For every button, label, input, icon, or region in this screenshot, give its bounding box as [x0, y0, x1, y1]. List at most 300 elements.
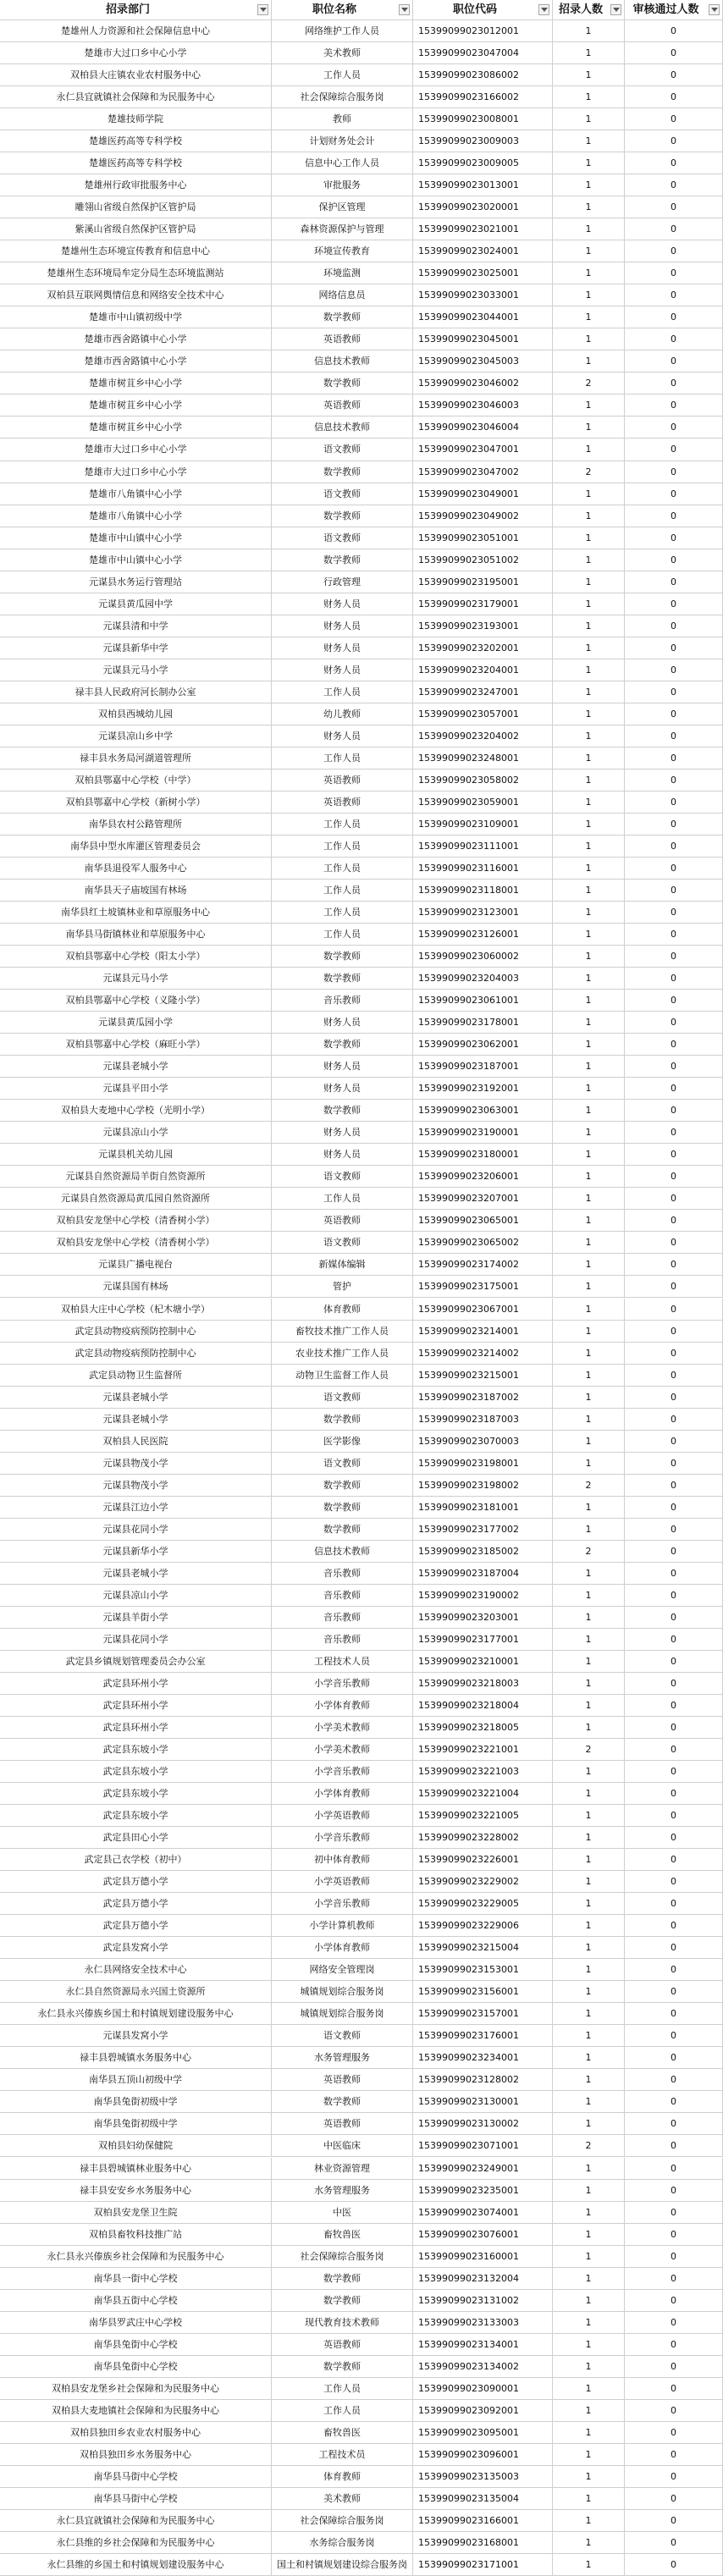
- cell-department[interactable]: 永仁县维的乡国土和村镇规划建设服务中心: [0, 2554, 272, 2576]
- cell-approved[interactable]: 0: [625, 1607, 723, 1629]
- cell-approved[interactable]: 0: [625, 1915, 723, 1937]
- cell-approved[interactable]: 0: [625, 2047, 723, 2069]
- cell-code[interactable]: 15399099023190001: [413, 1122, 553, 1144]
- cell-approved[interactable]: 0: [625, 2268, 723, 2290]
- cell-approved[interactable]: 0: [625, 1761, 723, 1783]
- cell-code[interactable]: 15399099023221003: [413, 1761, 553, 1783]
- cell-quota[interactable]: 1: [553, 880, 625, 902]
- cell-department[interactable]: 元谋县平田小学: [0, 1078, 272, 1100]
- cell-position[interactable]: 中医临床: [272, 2135, 413, 2157]
- cell-department[interactable]: 南华县五顶山初级中学: [0, 2069, 272, 2091]
- cell-position[interactable]: 财务人员: [272, 1012, 413, 1034]
- cell-code[interactable]: 15399099023067001: [413, 1299, 553, 1321]
- cell-code[interactable]: 15399099023198001: [413, 1453, 553, 1475]
- cell-position[interactable]: 音乐教师: [272, 1585, 413, 1607]
- cell-department[interactable]: 双柏县大麦地中心学校（光明小学）: [0, 1100, 272, 1122]
- cell-department[interactable]: 元谋县老城小学: [0, 1563, 272, 1585]
- cell-position[interactable]: 幼儿教师: [272, 703, 413, 725]
- cell-department[interactable]: 武定县东坡小学: [0, 1783, 272, 1805]
- cell-department[interactable]: 元谋县新华小学: [0, 1541, 272, 1563]
- cell-position[interactable]: 语文教师: [272, 1232, 413, 1254]
- cell-code[interactable]: 15399099023218005: [413, 1717, 553, 1739]
- cell-department[interactable]: 武定县己衣学校（初中）: [0, 1849, 272, 1871]
- cell-code[interactable]: 15399099023206001: [413, 1166, 553, 1188]
- cell-department[interactable]: 元谋县发窝小学: [0, 2025, 272, 2047]
- cell-code[interactable]: 15399099023074001: [413, 2202, 553, 2224]
- cell-quota[interactable]: 1: [553, 1365, 625, 1387]
- cell-department[interactable]: 双柏县鄂嘉中心学校（麻旺小学）: [0, 1034, 272, 1056]
- cell-approved[interactable]: 0: [625, 439, 723, 461]
- cell-position[interactable]: 财务人员: [272, 659, 413, 681]
- cell-quota[interactable]: 1: [553, 2554, 625, 2576]
- cell-approved[interactable]: 0: [625, 1365, 723, 1387]
- cell-quota[interactable]: 1: [553, 2334, 625, 2356]
- cell-department[interactable]: 元谋县老城小学: [0, 1387, 272, 1409]
- cell-department[interactable]: 南华县马街镇林业和草原服务中心: [0, 924, 272, 946]
- cell-position[interactable]: 体育教师: [272, 2466, 413, 2488]
- cell-approved[interactable]: 0: [625, 2224, 723, 2246]
- cell-code[interactable]: 15399099023247001: [413, 681, 553, 703]
- cell-quota[interactable]: 1: [553, 108, 625, 130]
- cell-approved[interactable]: 0: [625, 2378, 723, 2400]
- cell-code[interactable]: 15399099023047001: [413, 439, 553, 461]
- cell-approved[interactable]: 0: [625, 2180, 723, 2202]
- cell-department[interactable]: 南华县兔街中心学校: [0, 2334, 272, 2356]
- cell-code[interactable]: 15399099023134001: [413, 2334, 553, 2356]
- cell-code[interactable]: 15399099023076001: [413, 2224, 553, 2246]
- cell-code[interactable]: 15399099023215004: [413, 1937, 553, 1959]
- cell-department[interactable]: 楚雄市中山镇中心小学: [0, 549, 272, 571]
- cell-approved[interactable]: 0: [625, 306, 723, 328]
- cell-quota[interactable]: 1: [553, 416, 625, 439]
- cell-code[interactable]: 15399099023221004: [413, 1783, 553, 1805]
- cell-quota[interactable]: 1: [553, 1056, 625, 1078]
- cell-approved[interactable]: 0: [625, 1783, 723, 1805]
- cell-code[interactable]: 15399099023086002: [413, 64, 553, 86]
- cell-department[interactable]: 永仁县维的乡社会保障和为民服务中心: [0, 2532, 272, 2554]
- cell-position[interactable]: 新媒体编辑: [272, 1254, 413, 1276]
- cell-approved[interactable]: 0: [625, 1673, 723, 1695]
- cell-code[interactable]: 15399099023051001: [413, 527, 553, 549]
- cell-approved[interactable]: 0: [625, 2356, 723, 2378]
- cell-approved[interactable]: 0: [625, 681, 723, 703]
- cell-position[interactable]: 语文教师: [272, 1387, 413, 1409]
- cell-code[interactable]: 15399099023175001: [413, 1276, 553, 1298]
- cell-quota[interactable]: 1: [553, 350, 625, 372]
- cell-position[interactable]: 财务人员: [272, 637, 413, 659]
- cell-department[interactable]: 元谋县花同小学: [0, 1519, 272, 1541]
- cell-code[interactable]: 15399099023153001: [413, 1959, 553, 1981]
- cell-approved[interactable]: 0: [625, 571, 723, 593]
- cell-quota[interactable]: 2: [553, 461, 625, 483]
- cell-quota[interactable]: 1: [553, 1078, 625, 1100]
- cell-code[interactable]: 15399099023204001: [413, 659, 553, 681]
- cell-approved[interactable]: 0: [625, 2025, 723, 2047]
- cell-department[interactable]: 元谋县机关幼儿园: [0, 1144, 272, 1166]
- cell-position[interactable]: 工作人员: [272, 747, 413, 769]
- cell-department[interactable]: 楚雄市树苴乡中心小学: [0, 372, 272, 394]
- cell-quota[interactable]: 1: [553, 1343, 625, 1365]
- cell-position[interactable]: 工作人员: [272, 681, 413, 703]
- cell-quota[interactable]: 1: [553, 196, 625, 218]
- cell-position[interactable]: 语文教师: [272, 527, 413, 549]
- cell-approved[interactable]: 0: [625, 902, 723, 924]
- cell-position[interactable]: 信息技术教师: [272, 350, 413, 372]
- cell-quota[interactable]: 2: [553, 1541, 625, 1563]
- cell-position[interactable]: 音乐教师: [272, 1607, 413, 1629]
- cell-quota[interactable]: 1: [553, 2025, 625, 2047]
- cell-code[interactable]: 15399099023062001: [413, 1034, 553, 1056]
- cell-code[interactable]: 15399099023045003: [413, 350, 553, 372]
- cell-approved[interactable]: 0: [625, 1078, 723, 1100]
- cell-position[interactable]: 数学教师: [272, 1409, 413, 1431]
- cell-code[interactable]: 15399099023065002: [413, 1232, 553, 1254]
- cell-department[interactable]: 双柏县鄂嘉中心学校（阳太小学）: [0, 946, 272, 968]
- cell-code[interactable]: 15399099023180001: [413, 1144, 553, 1166]
- cell-approved[interactable]: 0: [625, 1475, 723, 1497]
- cell-code[interactable]: 15399099023214001: [413, 1321, 553, 1343]
- cell-code[interactable]: 15399099023234001: [413, 2047, 553, 2069]
- cell-department[interactable]: 紫溪山省级自然保护区管护局: [0, 218, 272, 240]
- cell-code[interactable]: 15399099023179001: [413, 593, 553, 615]
- cell-approved[interactable]: 0: [625, 527, 723, 549]
- cell-approved[interactable]: 0: [625, 416, 723, 439]
- cell-position[interactable]: 水务综合服务岗: [272, 2532, 413, 2554]
- cell-approved[interactable]: 0: [625, 2334, 723, 2356]
- cell-department[interactable]: 南华县罗武庄中心学校: [0, 2312, 272, 2334]
- cell-approved[interactable]: 0: [625, 1739, 723, 1761]
- cell-position[interactable]: 数学教师: [272, 946, 413, 968]
- cell-approved[interactable]: 0: [625, 42, 723, 64]
- cell-department[interactable]: 元谋县物茂小学: [0, 1453, 272, 1475]
- cell-quota[interactable]: 1: [553, 1144, 625, 1166]
- cell-quota[interactable]: 1: [553, 549, 625, 571]
- cell-code[interactable]: 15399099023044001: [413, 306, 553, 328]
- cell-position[interactable]: 社会保障综合服务岗: [272, 2510, 413, 2532]
- cell-approved[interactable]: 0: [625, 1695, 723, 1717]
- cell-approved[interactable]: 0: [625, 1166, 723, 1188]
- cell-department[interactable]: 武定县乡镇规划管理委员会办公室: [0, 1651, 272, 1673]
- cell-quota[interactable]: 1: [553, 2532, 625, 2554]
- cell-quota[interactable]: 1: [553, 262, 625, 284]
- cell-position[interactable]: 数学教师: [272, 1519, 413, 1541]
- cell-approved[interactable]: 0: [625, 1871, 723, 1893]
- cell-position[interactable]: 动物卫生监督工作人员: [272, 1365, 413, 1387]
- cell-department[interactable]: 楚雄市大过口乡中心小学: [0, 461, 272, 483]
- cell-quota[interactable]: 1: [553, 1783, 625, 1805]
- cell-department[interactable]: 永仁县永兴傣族乡国土和村镇规划建设服务中心: [0, 2003, 272, 2025]
- cell-code[interactable]: 15399099023174002: [413, 1254, 553, 1276]
- cell-quota[interactable]: 1: [553, 1453, 625, 1475]
- cell-code[interactable]: 15399099023025001: [413, 262, 553, 284]
- cell-department[interactable]: 元谋县元马小学: [0, 968, 272, 990]
- cell-position[interactable]: 语文教师: [272, 1453, 413, 1475]
- cell-position[interactable]: 音乐教师: [272, 1563, 413, 1585]
- cell-department[interactable]: 武定县环州小学: [0, 1717, 272, 1739]
- cell-position[interactable]: 社会保障综合服务岗: [272, 86, 413, 108]
- cell-department[interactable]: 楚雄市树苴乡中心小学: [0, 394, 272, 416]
- cell-code[interactable]: 15399099023235001: [413, 2180, 553, 2202]
- cell-position[interactable]: 美术教师: [272, 42, 413, 64]
- cell-approved[interactable]: 0: [625, 1100, 723, 1122]
- cell-position[interactable]: 初中体育教师: [272, 1849, 413, 1871]
- cell-department[interactable]: 武定县动物疫病预防控制中心: [0, 1343, 272, 1365]
- cell-code[interactable]: 15399099023218003: [413, 1673, 553, 1695]
- cell-quota[interactable]: 1: [553, 2224, 625, 2246]
- cell-quota[interactable]: 1: [553, 2202, 625, 2224]
- cell-code[interactable]: 15399099023198002: [413, 1475, 553, 1497]
- cell-department[interactable]: 永仁县自然资源局永兴国土资源所: [0, 1981, 272, 2003]
- cell-quota[interactable]: 1: [553, 483, 625, 505]
- cell-quota[interactable]: 1: [553, 42, 625, 64]
- cell-quota[interactable]: 1: [553, 1321, 625, 1343]
- cell-department[interactable]: 南华县天子庙坡国有林场: [0, 880, 272, 902]
- cell-position[interactable]: 工作人员: [272, 2400, 413, 2422]
- cell-code[interactable]: 15399099023166001: [413, 2510, 553, 2532]
- cell-position[interactable]: 工作人员: [272, 2378, 413, 2400]
- cell-quota[interactable]: 1: [553, 1100, 625, 1122]
- cell-code[interactable]: 15399099023111001: [413, 836, 553, 858]
- cell-quota[interactable]: 1: [553, 2510, 625, 2532]
- cell-department[interactable]: 双柏县大麦地镇社会保障和为民服务中心: [0, 2400, 272, 2422]
- cell-approved[interactable]: 0: [625, 1959, 723, 1981]
- cell-quota[interactable]: 1: [553, 1254, 625, 1276]
- cell-department[interactable]: 元谋县水务运行管理站: [0, 571, 272, 593]
- cell-code[interactable]: 15399099023218004: [413, 1695, 553, 1717]
- cell-code[interactable]: 15399099023130002: [413, 2113, 553, 2135]
- cell-approved[interactable]: 0: [625, 1497, 723, 1519]
- cell-code[interactable]: 15399099023090001: [413, 2378, 553, 2400]
- cell-approved[interactable]: 0: [625, 2069, 723, 2091]
- cell-quota[interactable]: 1: [553, 2113, 625, 2135]
- cell-quota[interactable]: 1: [553, 792, 625, 814]
- cell-approved[interactable]: 0: [625, 1034, 723, 1056]
- cell-code[interactable]: 15399099023058002: [413, 769, 553, 792]
- cell-position[interactable]: 工作人员: [272, 814, 413, 836]
- cell-code[interactable]: 15399099023135004: [413, 2488, 553, 2510]
- cell-department[interactable]: 双柏县安龙堡乡社会保障和为民服务中心: [0, 2378, 272, 2400]
- cell-department[interactable]: 楚雄市大过口乡中心小学: [0, 42, 272, 64]
- cell-approved[interactable]: 0: [625, 2135, 723, 2157]
- cell-position[interactable]: 英语教师: [272, 1210, 413, 1232]
- cell-approved[interactable]: 0: [625, 262, 723, 284]
- cell-quota[interactable]: 1: [553, 2400, 625, 2422]
- cell-department[interactable]: 永仁县宜就镇社会保障和为民服务中心: [0, 86, 272, 108]
- cell-department[interactable]: 元谋县广播电视台: [0, 1254, 272, 1276]
- cell-department[interactable]: 武定县发窝小学: [0, 1937, 272, 1959]
- cell-approved[interactable]: 0: [625, 703, 723, 725]
- cell-quota[interactable]: 1: [553, 1497, 625, 1519]
- cell-quota[interactable]: 1: [553, 1166, 625, 1188]
- cell-quota[interactable]: 1: [553, 615, 625, 637]
- cell-department[interactable]: 双柏县鄂嘉中心学校（新树小学）: [0, 792, 272, 814]
- cell-code[interactable]: 15399099023157001: [413, 2003, 553, 2025]
- cell-approved[interactable]: 0: [625, 86, 723, 108]
- cell-position[interactable]: 英语教师: [272, 394, 413, 416]
- cell-department[interactable]: 元谋县国有林场: [0, 1276, 272, 1298]
- cell-position[interactable]: 森林资源保护与管理: [272, 218, 413, 240]
- cell-approved[interactable]: 0: [625, 64, 723, 86]
- cell-code[interactable]: 15399099023059001: [413, 792, 553, 814]
- cell-code[interactable]: 15399099023187004: [413, 1563, 553, 1585]
- cell-position[interactable]: 国土和村镇规划建设综合服务岗: [272, 2554, 413, 2576]
- cell-quota[interactable]: 1: [553, 1849, 625, 1871]
- cell-code[interactable]: 15399099023063001: [413, 1100, 553, 1122]
- cell-approved[interactable]: 0: [625, 1541, 723, 1563]
- cell-position[interactable]: 财务人员: [272, 1144, 413, 1166]
- cell-department[interactable]: 元谋县清和中学: [0, 615, 272, 637]
- cell-position[interactable]: 水务管理服务: [272, 2180, 413, 2202]
- cell-code[interactable]: 15399099023126001: [413, 924, 553, 946]
- cell-department[interactable]: 南华县兔街中心学校: [0, 2356, 272, 2378]
- filter-dropdown-icon[interactable]: [399, 4, 410, 15]
- cell-position[interactable]: 行政管理: [272, 571, 413, 593]
- cell-department[interactable]: 永仁县宜就镇社会保障和为民服务中心: [0, 2510, 272, 2532]
- cell-department[interactable]: 楚雄市树苴乡中心小学: [0, 416, 272, 439]
- cell-quota[interactable]: 1: [553, 1122, 625, 1144]
- cell-quota[interactable]: 1: [553, 2180, 625, 2202]
- cell-position[interactable]: 英语教师: [272, 2069, 413, 2091]
- cell-department[interactable]: 武定县东坡小学: [0, 1761, 272, 1783]
- cell-quota[interactable]: 1: [553, 1761, 625, 1783]
- cell-position[interactable]: 城镇规划综合服务岗: [272, 2003, 413, 2025]
- cell-department[interactable]: 双柏县安龙堡卫生院: [0, 2202, 272, 2224]
- cell-department[interactable]: 双柏县大庄中心学校（杞木塘小学）: [0, 1299, 272, 1321]
- cell-position[interactable]: 环境监测: [272, 262, 413, 284]
- cell-quota[interactable]: 1: [553, 1695, 625, 1717]
- cell-quota[interactable]: 1: [553, 1981, 625, 2003]
- cell-code[interactable]: 15399099023013001: [413, 174, 553, 196]
- cell-approved[interactable]: 0: [625, 1981, 723, 2003]
- cell-position[interactable]: 语文教师: [272, 483, 413, 505]
- cell-code[interactable]: 15399099023187002: [413, 1387, 553, 1409]
- cell-department[interactable]: 元谋县老城小学: [0, 1409, 272, 1431]
- cell-department[interactable]: 楚雄市八角镇中心小学: [0, 505, 272, 527]
- cell-code[interactable]: 15399099023202001: [413, 637, 553, 659]
- cell-code[interactable]: 15399099023008001: [413, 108, 553, 130]
- cell-quota[interactable]: 1: [553, 328, 625, 350]
- cell-position[interactable]: 数学教师: [272, 372, 413, 394]
- cell-quota[interactable]: 1: [553, 946, 625, 968]
- cell-approved[interactable]: 0: [625, 2554, 723, 2576]
- cell-code[interactable]: 15399099023249001: [413, 2158, 553, 2180]
- cell-department[interactable]: 楚雄市中山镇中心小学: [0, 527, 272, 549]
- cell-department[interactable]: 楚雄州生态环境宣传教育和信息中心: [0, 240, 272, 262]
- cell-quota[interactable]: 1: [553, 152, 625, 174]
- cell-code[interactable]: 15399099023190002: [413, 1585, 553, 1607]
- cell-quota[interactable]: 1: [553, 1012, 625, 1034]
- cell-position[interactable]: 英语教师: [272, 769, 413, 792]
- cell-code[interactable]: 15399099023187003: [413, 1409, 553, 1431]
- cell-approved[interactable]: 0: [625, 2113, 723, 2135]
- cell-approved[interactable]: 0: [625, 747, 723, 769]
- cell-department[interactable]: 永仁县永兴傣族乡社会保障和为民服务中心: [0, 2246, 272, 2268]
- cell-approved[interactable]: 0: [625, 2091, 723, 2113]
- cell-department[interactable]: 元谋县自然资源局羊街自然资源所: [0, 1166, 272, 1188]
- cell-position[interactable]: 英语教师: [272, 328, 413, 350]
- cell-position[interactable]: 数学教师: [272, 461, 413, 483]
- cell-department[interactable]: 楚雄市西舍路镇中心小学: [0, 328, 272, 350]
- cell-code[interactable]: 15399099023204002: [413, 725, 553, 747]
- cell-code[interactable]: 15399099023166002: [413, 86, 553, 108]
- cell-code[interactable]: 15399099023185002: [413, 1541, 553, 1563]
- cell-quota[interactable]: 1: [553, 2047, 625, 2069]
- cell-code[interactable]: 15399099023109001: [413, 814, 553, 836]
- cell-quota[interactable]: 1: [553, 1937, 625, 1959]
- cell-quota[interactable]: 1: [553, 1893, 625, 1915]
- cell-code[interactable]: 15399099023195001: [413, 571, 553, 593]
- cell-quota[interactable]: 1: [553, 284, 625, 306]
- cell-quota[interactable]: 1: [553, 86, 625, 108]
- cell-position[interactable]: 社会保障综合服务岗: [272, 2246, 413, 2268]
- cell-department[interactable]: 武定县东坡小学: [0, 1805, 272, 1827]
- cell-quota[interactable]: 2: [553, 2135, 625, 2157]
- cell-position[interactable]: 畜牧兽医: [272, 2224, 413, 2246]
- cell-quota[interactable]: 1: [553, 1805, 625, 1827]
- cell-approved[interactable]: 0: [625, 2158, 723, 2180]
- cell-code[interactable]: 15399099023160001: [413, 2246, 553, 2268]
- cell-quota[interactable]: 1: [553, 2378, 625, 2400]
- cell-quota[interactable]: 1: [553, 64, 625, 86]
- cell-position[interactable]: 小学体育教师: [272, 1937, 413, 1959]
- cell-department[interactable]: 禄丰县碧城镇水务服务中心: [0, 2047, 272, 2069]
- cell-position[interactable]: 小学计算机教师: [272, 1915, 413, 1937]
- cell-position[interactable]: 小学英语教师: [272, 1805, 413, 1827]
- cell-approved[interactable]: 0: [625, 2444, 723, 2466]
- cell-code[interactable]: 15399099023128002: [413, 2069, 553, 2091]
- cell-approved[interactable]: 0: [625, 130, 723, 152]
- cell-position[interactable]: 林业资源管理: [272, 2158, 413, 2180]
- cell-approved[interactable]: 0: [625, 1321, 723, 1343]
- cell-quota[interactable]: 1: [553, 2246, 625, 2268]
- cell-code[interactable]: 15399099023221005: [413, 1805, 553, 1827]
- cell-code[interactable]: 15399099023012001: [413, 20, 553, 42]
- cell-position[interactable]: 工作人员: [272, 880, 413, 902]
- cell-quota[interactable]: 1: [553, 174, 625, 196]
- cell-code[interactable]: 15399099023049002: [413, 505, 553, 527]
- cell-department[interactable]: 楚雄医药高等专科学校: [0, 130, 272, 152]
- cell-quota[interactable]: 1: [553, 240, 625, 262]
- cell-department[interactable]: 元谋县老城小学: [0, 1056, 272, 1078]
- cell-approved[interactable]: 0: [625, 968, 723, 990]
- cell-quota[interactable]: 1: [553, 2003, 625, 2025]
- cell-quota[interactable]: 1: [553, 1409, 625, 1431]
- cell-department[interactable]: 禄丰县碧城镇林业服务中心: [0, 2158, 272, 2180]
- cell-approved[interactable]: 0: [625, 2510, 723, 2532]
- cell-approved[interactable]: 0: [625, 1012, 723, 1034]
- cell-position[interactable]: 工作人员: [272, 924, 413, 946]
- cell-position[interactable]: 计划财务处会计: [272, 130, 413, 152]
- cell-code[interactable]: 15399099023046004: [413, 416, 553, 439]
- cell-approved[interactable]: 0: [625, 615, 723, 637]
- cell-approved[interactable]: 0: [625, 593, 723, 615]
- cell-code[interactable]: 15399099023118001: [413, 880, 553, 902]
- cell-approved[interactable]: 0: [625, 1144, 723, 1166]
- cell-code[interactable]: 15399099023133003: [413, 2312, 553, 2334]
- cell-approved[interactable]: 0: [625, 2290, 723, 2312]
- cell-quota[interactable]: 1: [553, 20, 625, 42]
- cell-code[interactable]: 15399099023065001: [413, 1210, 553, 1232]
- cell-quota[interactable]: 1: [553, 505, 625, 527]
- cell-code[interactable]: 15399099023210001: [413, 1651, 553, 1673]
- cell-code[interactable]: 15399099023096001: [413, 2444, 553, 2466]
- cell-quota[interactable]: 1: [553, 836, 625, 858]
- cell-department[interactable]: 双柏县互联网舆情信息和网络安全技术中心: [0, 284, 272, 306]
- cell-department[interactable]: 武定县万德小学: [0, 1871, 272, 1893]
- cell-code[interactable]: 15399099023047004: [413, 42, 553, 64]
- cell-quota[interactable]: 1: [553, 1717, 625, 1739]
- cell-quota[interactable]: 1: [553, 1673, 625, 1695]
